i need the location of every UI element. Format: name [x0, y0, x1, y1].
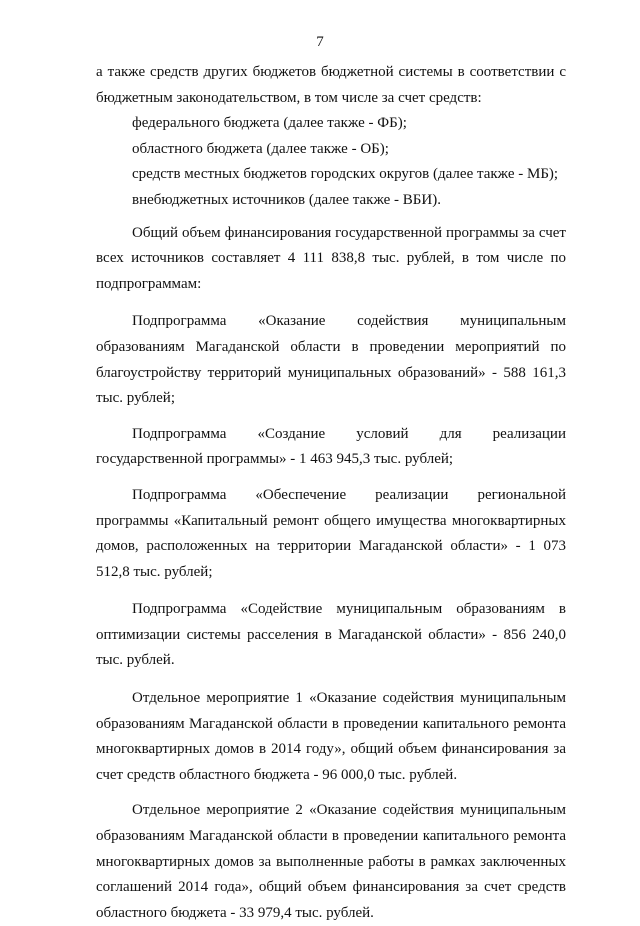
subprogram-paragraph-3: Подпрограмма «Обеспечение реализации региональной программы «Капитальный ремонт общего имущества многоквартирных домов, расположенных на территории Магаданской области» - 1 073 512,8 тыс. рублей;	[96, 486, 566, 580]
source-item-local: средств местных бюджетов городских округов (далее также - МБ);	[132, 166, 559, 183]
source-item-federal: федерального бюджета (далее также - ФБ);	[132, 115, 407, 132]
measure-paragraph-2: Отдельное мероприятие 2 «Оказание содействия муниципальным образованиям Магаданской области в проведении капитального ремонта многоквартирных домов за выполненные работы в рамках заключенных соглашений 2014 года», общий объем финансирования за счет средств областного бюджета - 33 979,4 тыс. рублей.	[96, 802, 566, 921]
total-funding-paragraph: Общий объем финансирования государственной программы за счет всех источников составляет 4 111 838,8 тыс. рублей, в том числе по подпрограммам:	[96, 224, 566, 292]
document-body	[96, 60, 566, 926]
source-item-extrabudgetary: внебюджетных источников (далее также - ВБИ).	[132, 191, 441, 208]
intro-paragraph: а также средств других бюджетов бюджетной системы в соответствии с бюджетным законодательством, в том числе за счет средств:	[96, 64, 566, 106]
measure-paragraph-1: Отдельное мероприятие 1 «Оказание содействия муниципальным образованиям Магаданской области в проведении капитального ремонта многоквартирных домов в 2014 году», общий объем финансирования за счет средств областного бюджета - 96 000,0 тыс. рублей.	[96, 690, 566, 783]
subprogram-paragraph-1: Подпрограмма «Оказание содействия муниципальным образованиям Магаданской области в проведении мероприятий по благоустройству территорий муниципальных образований» - 588 161,3 тыс. рублей;	[96, 313, 566, 407]
source-item-regional: областного бюджета (далее также - ОБ);	[132, 140, 389, 157]
subprogram-paragraph-2: Подпрограмма «Создание условий для реализации государственной программы» - 1 463 945,3 тыс. рублей;	[96, 425, 566, 468]
page-number: 7	[316, 34, 324, 50]
subprogram-paragraph-4: Подпрограмма «Содействие муниципальным образованиям в оптимизации системы расселения в Магаданской области» - 856 240,0 тыс. рублей.	[96, 601, 566, 669]
